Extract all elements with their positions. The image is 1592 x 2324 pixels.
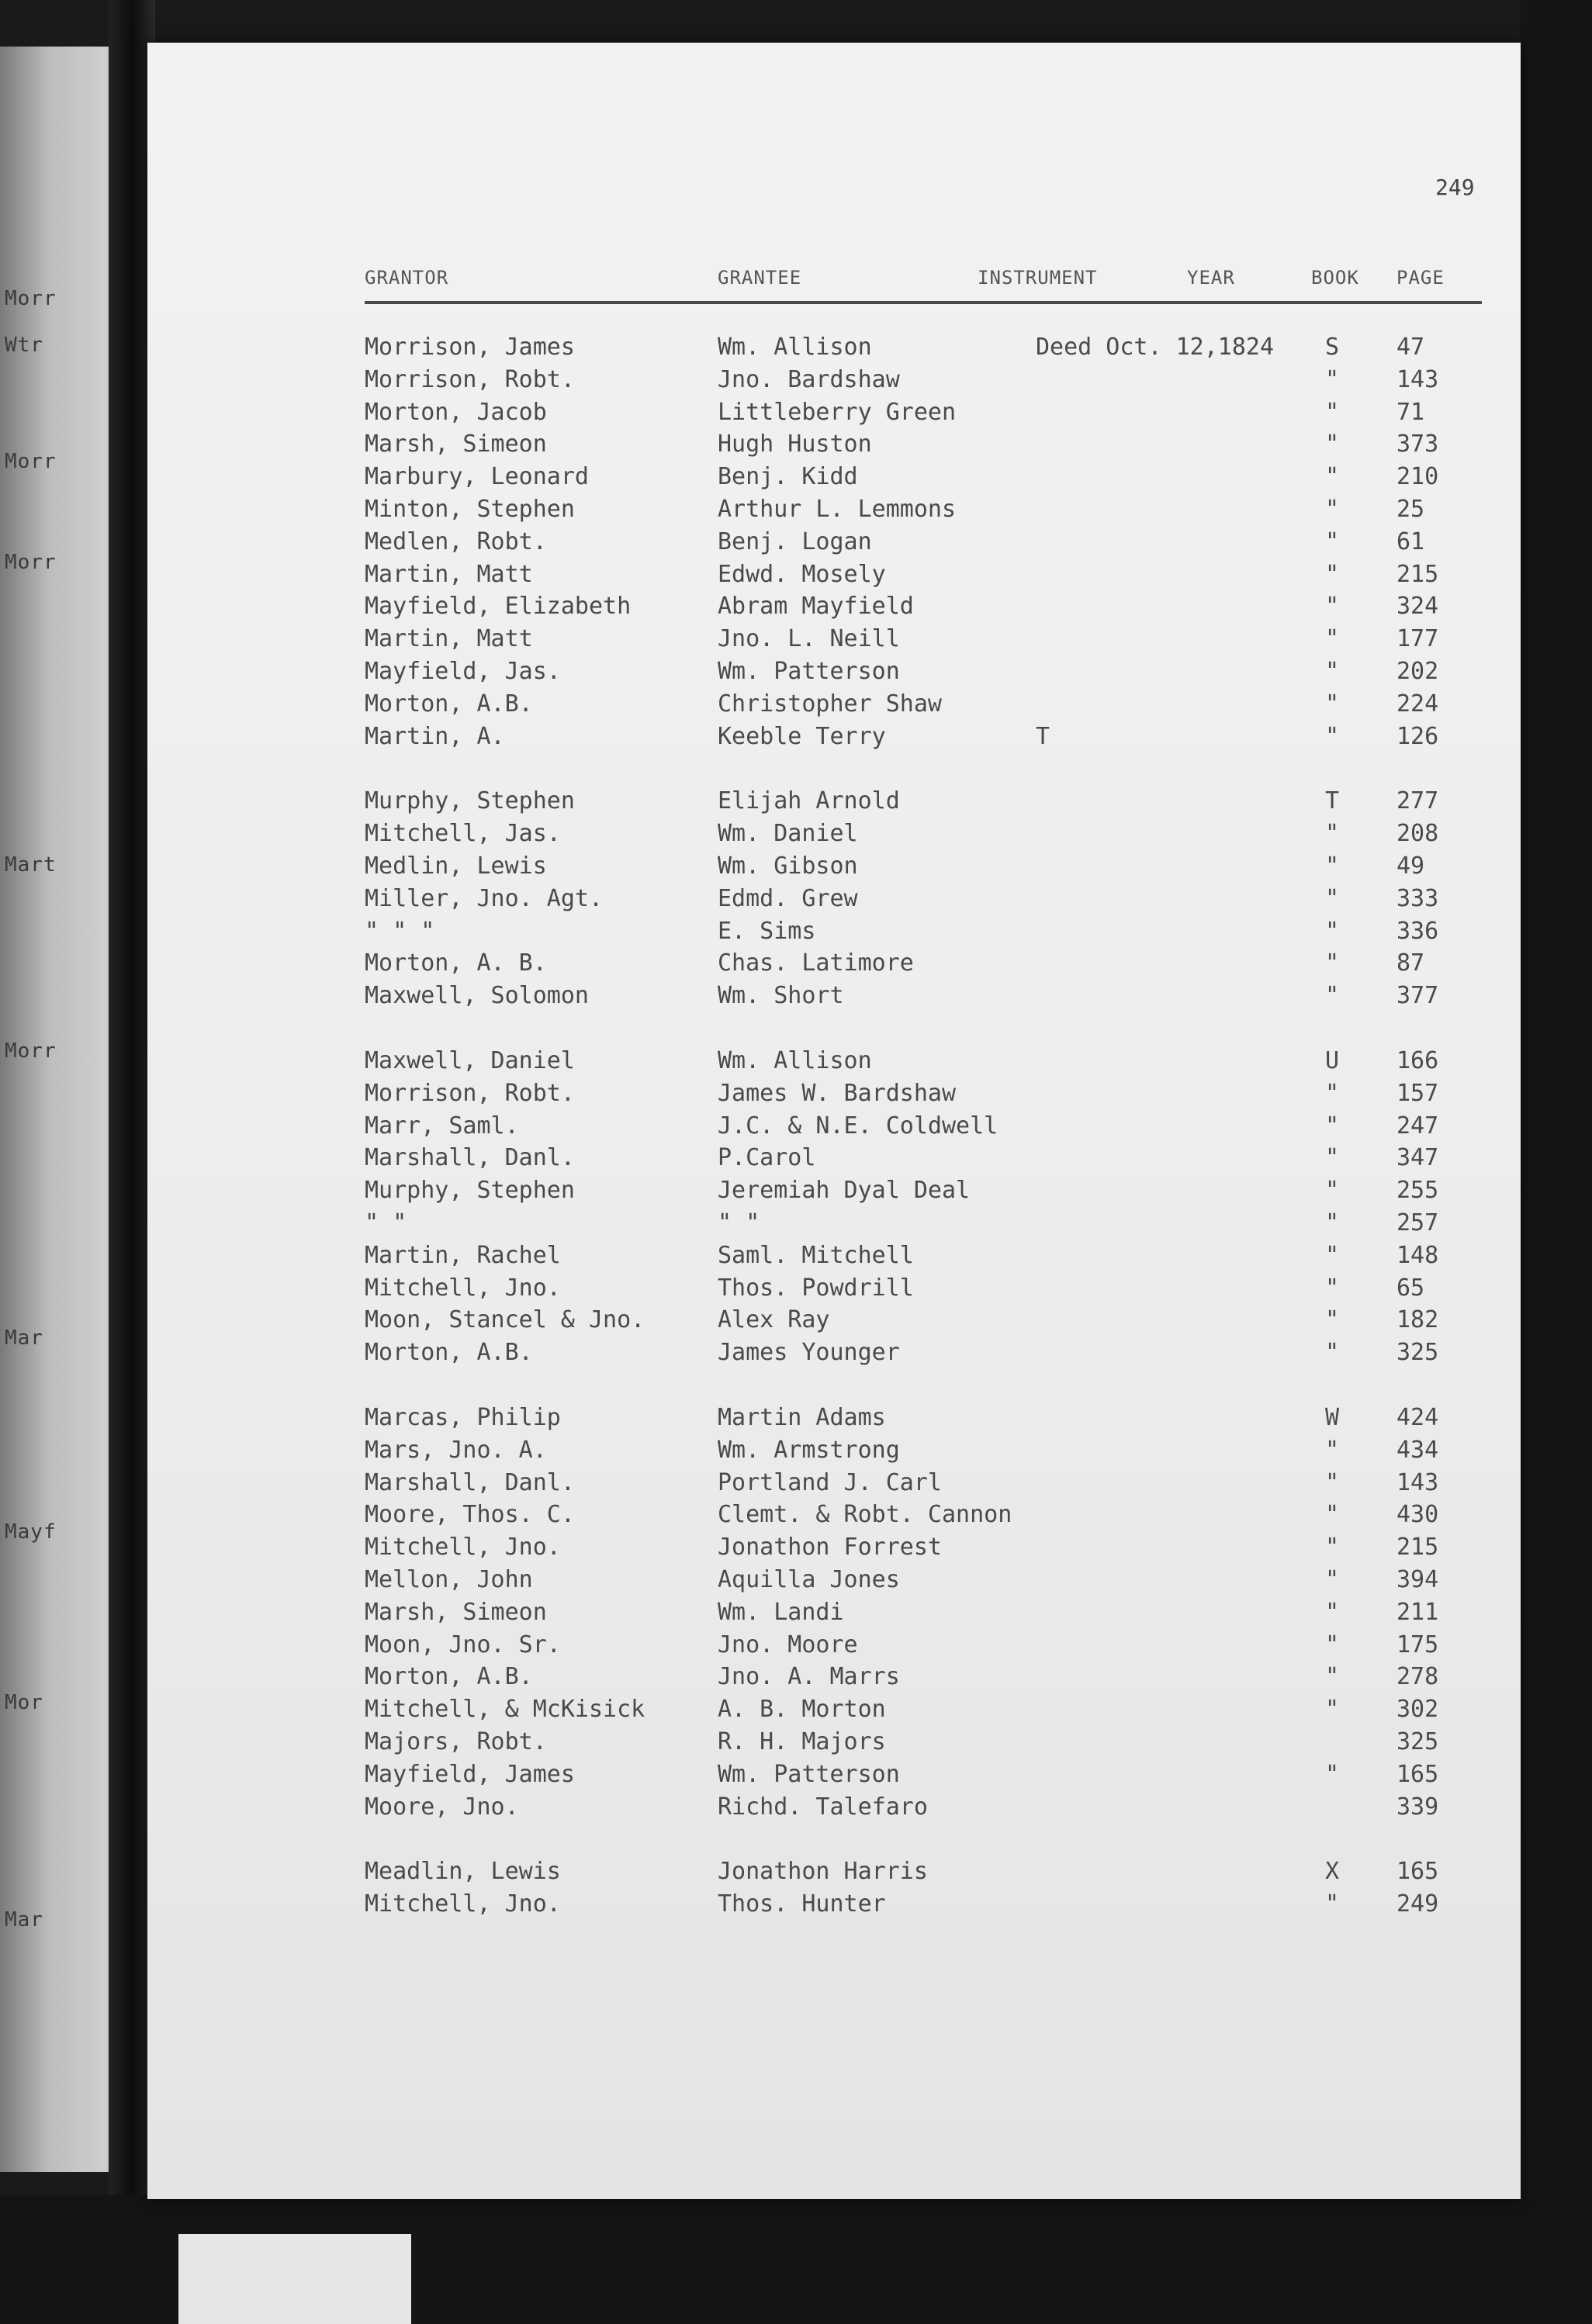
cell-page: 65 (1396, 1274, 1425, 1302)
table-row (365, 1047, 1482, 1078)
background-edge (1521, 0, 1592, 2324)
cell-page: 224 (1396, 690, 1439, 718)
cell-page: 49 (1396, 852, 1425, 880)
cell-grantor: Murphy, Stephen (365, 787, 575, 815)
cell-page: 165 (1396, 1760, 1439, 1788)
header-grantor: GRANTOR (365, 267, 449, 289)
table-row (365, 1501, 1482, 1532)
table-row (365, 1404, 1482, 1435)
page-number: 249 (1435, 175, 1475, 200)
table-row (365, 1696, 1482, 1727)
table-row (365, 1274, 1482, 1306)
adjacent-page (0, 47, 124, 2172)
cell-book: " (1324, 1468, 1340, 1496)
table-row (365, 1599, 1482, 1630)
cell-grantor: Mitchell, & McKisick (365, 1696, 645, 1724)
cell-grantee: Saml. Mitchell (718, 1241, 914, 1269)
cell-page: 182 (1396, 1306, 1439, 1334)
header-instrument: INSTRUMENT (978, 267, 1098, 289)
table-row (365, 1112, 1482, 1143)
cell-grantee: P.Carol (718, 1144, 816, 1172)
table-row (365, 658, 1482, 689)
table-row (365, 1631, 1482, 1662)
cell-page: 255 (1396, 1177, 1439, 1205)
table-row (365, 1306, 1482, 1337)
table-header (365, 264, 1482, 304)
cell-grantee: Abram Mayfield (718, 593, 914, 621)
document-page (147, 43, 1521, 2199)
cell-book: " (1324, 722, 1340, 750)
cell-grantee: Chas. Latimore (718, 949, 914, 977)
cell-grantor: Mayfield, Elizabeth (365, 593, 632, 621)
table-row (365, 1663, 1482, 1694)
cell-grantor: Marr, Saml. (365, 1112, 519, 1140)
cell-grantee: Wm. Armstrong (718, 1436, 900, 1464)
cell-grantee: Wm. Allison (718, 1047, 872, 1074)
table-row (365, 1534, 1482, 1565)
cell-grantor: Medlin, Lewis (365, 852, 547, 880)
cell-book: " (1324, 1339, 1340, 1367)
cell-book: " (1324, 1079, 1340, 1107)
margin-fragment: Wtr (5, 334, 43, 357)
cell-book: " (1324, 463, 1340, 491)
table-row (365, 690, 1482, 721)
cell-grantee: Richd. Talefaro (718, 1793, 928, 1821)
cell-grantee: Wm. Allison (718, 334, 872, 361)
cell-grantee: Jno. A. Marrs (718, 1663, 900, 1691)
cell-page: 324 (1396, 593, 1439, 621)
cell-grantee: James Younger (718, 1339, 900, 1367)
margin-fragment: Morr (5, 1039, 57, 1063)
cell-book: " (1324, 1177, 1340, 1205)
cell-grantee: Keeble Terry (718, 722, 886, 750)
cell-grantor: Mayfield, Jas. (365, 658, 561, 685)
cell-grantee: Portland J. Carl (718, 1468, 942, 1496)
cell-grantor: Murphy, Stephen (365, 1177, 575, 1205)
cell-grantor: Moore, Jno. (365, 1793, 519, 1821)
margin-fragment: Mor (5, 1691, 43, 1714)
table-row (365, 399, 1482, 430)
cell-grantor: Marshall, Danl. (365, 1468, 575, 1496)
header-year: YEAR (1187, 267, 1235, 289)
table-row (365, 1209, 1482, 1240)
cell-grantee: Aquilla Jones (718, 1566, 900, 1593)
table-row (365, 561, 1482, 592)
cell-grantee: A. B. Morton (718, 1696, 886, 1724)
cell-book: " (1324, 917, 1340, 945)
cell-page: 394 (1396, 1566, 1439, 1593)
cell-grantor: Morrison, James (365, 334, 575, 361)
cell-page: 377 (1396, 982, 1439, 1010)
cell-grantor: Meadlin, Lewis (365, 1858, 561, 1886)
cell-grantor: Marsh, Simeon (365, 431, 547, 458)
cell-grantee: Jno. Moore (718, 1631, 858, 1658)
cell-page: 424 (1396, 1404, 1439, 1431)
table-row (365, 496, 1482, 527)
table-row (365, 1890, 1482, 1921)
table-row (365, 1566, 1482, 1597)
cell-grantor: Morrison, Robt. (365, 1079, 575, 1107)
cell-book: " (1324, 1209, 1340, 1236)
cell-page: 143 (1396, 1468, 1439, 1496)
cell-book: " (1324, 982, 1340, 1010)
cell-grantee: Jno. Bardshaw (718, 365, 900, 393)
cell-page: 347 (1396, 1144, 1439, 1172)
cell-page: 165 (1396, 1858, 1439, 1886)
cell-page: 339 (1396, 1793, 1439, 1821)
cell-grantor: Marshall, Danl. (365, 1144, 575, 1172)
table-row (365, 334, 1482, 365)
cell-book: " (1324, 1631, 1340, 1658)
cell-grantee: Jno. L. Neill (718, 625, 900, 653)
cell-grantee: Wm. Short (718, 982, 844, 1010)
cell-page: 373 (1396, 431, 1439, 458)
cell-page: 336 (1396, 917, 1439, 945)
cell-grantee: Wm. Patterson (718, 658, 900, 685)
cell-grantee: E. Sims (718, 917, 816, 945)
margin-fragment: Mayf (5, 1520, 57, 1544)
cell-book: " (1324, 1598, 1340, 1626)
cell-page: 71 (1396, 398, 1425, 426)
cell-grantee: Thos. Powdrill (718, 1274, 914, 1302)
cell-book: X (1324, 1858, 1340, 1886)
cell-grantee: " " (718, 1209, 760, 1236)
cell-grantor: Mitchell, Jno. (365, 1534, 561, 1561)
cell-book: " (1324, 1274, 1340, 1302)
cell-instrument: Deed Oct. 12,1824 (1036, 334, 1275, 361)
header-page: PAGE (1396, 267, 1445, 289)
cell-grantee: Arthur L. Lemmons (718, 496, 957, 523)
cell-book: T (1324, 787, 1340, 815)
table-row (365, 1144, 1482, 1175)
cell-grantor: Martin, A. (365, 722, 505, 750)
cell-grantor: Mayfield, James (365, 1760, 575, 1788)
table-row (365, 1858, 1482, 1889)
cell-book: " (1324, 1306, 1340, 1334)
cell-book: U (1324, 1047, 1340, 1074)
cell-grantor: Mitchell, Jno. (365, 1274, 561, 1302)
cell-page: 211 (1396, 1598, 1439, 1626)
cell-page: 166 (1396, 1047, 1439, 1074)
cell-grantor: Martin, Matt (365, 560, 533, 588)
cell-page: 202 (1396, 658, 1439, 685)
margin-fragment: Mar (5, 1326, 43, 1350)
cell-page: 325 (1396, 1339, 1439, 1367)
cell-book: " (1324, 1890, 1340, 1918)
cell-page: 47 (1396, 334, 1425, 361)
cell-grantor: Medlen, Robt. (365, 527, 547, 555)
cell-grantor: Mitchell, Jno. (365, 1890, 561, 1918)
table-row (365, 1339, 1482, 1370)
cell-grantor: Morton, A.B. (365, 1339, 533, 1367)
table-row (365, 1177, 1482, 1208)
cell-book: " (1324, 1760, 1340, 1788)
cell-page: 257 (1396, 1209, 1439, 1236)
cell-book: " (1324, 820, 1340, 848)
table-row (365, 366, 1482, 397)
cell-book: " (1324, 1696, 1340, 1724)
cell-grantor: Mitchell, Jas. (365, 820, 561, 848)
cell-grantor: Miller, Jno. Agt. (365, 884, 604, 912)
cell-grantee: Jonathon Forrest (718, 1534, 942, 1561)
cell-instrument: T (1036, 722, 1050, 750)
cell-grantor: Martin, Matt (365, 625, 533, 653)
table-row (365, 1080, 1482, 1111)
cell-book: S (1324, 334, 1340, 361)
table-row (365, 852, 1482, 884)
table-row (365, 1728, 1482, 1759)
table-row (365, 1469, 1482, 1500)
table-row (365, 885, 1482, 916)
cell-book: " (1324, 431, 1340, 458)
table-row (365, 949, 1482, 980)
cell-page: 215 (1396, 1534, 1439, 1561)
cell-book: " (1324, 1436, 1340, 1464)
cell-book: W (1324, 1404, 1340, 1431)
cell-grantor: Morton, A.B. (365, 1663, 533, 1691)
cell-grantee: Jeremiah Dyal Deal (718, 1177, 971, 1205)
cell-book: " (1324, 1144, 1340, 1172)
cell-grantee: Benj. Kidd (718, 463, 858, 491)
header-book: BOOK (1311, 267, 1359, 289)
table-row (365, 982, 1482, 1013)
cell-book: " (1324, 852, 1340, 880)
cell-grantee: Martin Adams (718, 1404, 886, 1431)
table-row (365, 723, 1482, 754)
cell-page: 87 (1396, 949, 1425, 977)
margin-fragment: Morr (5, 287, 57, 310)
cell-grantee: Edwd. Mosely (718, 560, 886, 588)
cell-book: " (1324, 593, 1340, 621)
cell-page: 61 (1396, 527, 1425, 555)
cell-grantor: " " (365, 1209, 407, 1236)
table-row (365, 593, 1482, 624)
cell-book: " (1324, 625, 1340, 653)
cell-grantor: " " " (365, 917, 435, 945)
cell-page: 148 (1396, 1241, 1439, 1269)
cell-book: " (1324, 398, 1340, 426)
cell-grantor: Minton, Stephen (365, 496, 575, 523)
table-row (365, 1761, 1482, 1792)
table-row (365, 463, 1482, 494)
table-row (365, 787, 1482, 818)
cell-grantor: Maxwell, Solomon (365, 982, 589, 1010)
cell-grantor: Martin, Rachel (365, 1241, 561, 1269)
cell-grantor: Marbury, Leonard (365, 463, 589, 491)
cell-grantor: Morton, A.B. (365, 690, 533, 718)
table-row (365, 431, 1482, 462)
cell-page: 208 (1396, 820, 1439, 848)
cell-page: 302 (1396, 1696, 1439, 1724)
margin-fragment: Morr (5, 551, 57, 574)
cell-grantee: Wm. Gibson (718, 852, 858, 880)
paper-tag (178, 2234, 411, 2324)
cell-book: " (1324, 527, 1340, 555)
cell-grantee: Edmd. Grew (718, 884, 858, 912)
cell-page: 215 (1396, 560, 1439, 588)
cell-book: " (1324, 690, 1340, 718)
cell-page: 430 (1396, 1501, 1439, 1529)
cell-grantor: Mars, Jno. A. (365, 1436, 547, 1464)
cell-grantee: Wm. Daniel (718, 820, 858, 848)
cell-grantee: Christopher Shaw (718, 690, 942, 718)
cell-page: 434 (1396, 1436, 1439, 1464)
cell-grantee: Littleberry Green (718, 398, 957, 426)
cell-page: 325 (1396, 1728, 1439, 1755)
margin-fragment: Mart (5, 853, 57, 877)
cell-page: 25 (1396, 496, 1425, 523)
cell-book: " (1324, 884, 1340, 912)
cell-page: 249 (1396, 1890, 1439, 1918)
cell-grantee: Thos. Hunter (718, 1890, 886, 1918)
cell-grantor: Morrison, Robt. (365, 365, 575, 393)
cell-page: 175 (1396, 1631, 1439, 1658)
cell-grantor: Marcas, Philip (365, 1404, 561, 1431)
cell-page: 126 (1396, 722, 1439, 750)
margin-fragment: Morr (5, 450, 57, 473)
cell-page: 143 (1396, 365, 1439, 393)
cell-grantor: Majors, Robt. (365, 1728, 547, 1755)
cell-grantee: Alex Ray (718, 1306, 830, 1334)
cell-grantor: Moore, Thos. C. (365, 1501, 575, 1529)
table-row (365, 1793, 1482, 1824)
cell-grantee: Clemt. & Robt. Cannon (718, 1501, 1012, 1529)
cell-page: 247 (1396, 1112, 1439, 1140)
table-row (365, 528, 1482, 559)
cell-book: " (1324, 560, 1340, 588)
cell-page: 157 (1396, 1079, 1439, 1107)
cell-grantee: James W. Bardshaw (718, 1079, 957, 1107)
cell-grantor: Maxwell, Daniel (365, 1047, 575, 1074)
cell-page: 277 (1396, 787, 1439, 815)
cell-grantor: Morton, Jacob (365, 398, 547, 426)
margin-fragment: Mar (5, 1908, 43, 1931)
cell-grantor: Marsh, Simeon (365, 1598, 547, 1626)
cell-page: 177 (1396, 625, 1439, 653)
cell-book: " (1324, 1241, 1340, 1269)
cell-page: 278 (1396, 1663, 1439, 1691)
cell-grantor: Moon, Jno. Sr. (365, 1631, 561, 1658)
cell-grantee: R. H. Majors (718, 1728, 886, 1755)
cell-grantor: Mellon, John (365, 1566, 533, 1593)
table-row (365, 820, 1482, 851)
cell-book: " (1324, 1501, 1340, 1529)
cell-book: " (1324, 658, 1340, 685)
cell-grantor: Morton, A. B. (365, 949, 547, 977)
cell-grantee: Wm. Patterson (718, 1760, 900, 1788)
cell-page: 333 (1396, 884, 1439, 912)
cell-grantee: Elijah Arnold (718, 787, 900, 815)
cell-page: 210 (1396, 463, 1439, 491)
cell-grantee: Benj. Logan (718, 527, 872, 555)
cell-book: " (1324, 496, 1340, 523)
cell-grantee: Hugh Huston (718, 431, 872, 458)
cell-book: " (1324, 1663, 1340, 1691)
cell-book: " (1324, 365, 1340, 393)
cell-book: " (1324, 1534, 1340, 1561)
cell-book: " (1324, 949, 1340, 977)
cell-book: " (1324, 1566, 1340, 1593)
cell-book: " (1324, 1112, 1340, 1140)
cell-grantee: Wm. Landi (718, 1598, 844, 1626)
table-row (365, 625, 1482, 656)
table-row (365, 918, 1482, 949)
cell-grantee: Jonathon Harris (718, 1858, 928, 1886)
table-row (365, 1242, 1482, 1273)
cell-grantor: Moon, Stancel & Jno. (365, 1306, 645, 1334)
header-grantee: GRANTEE (718, 267, 802, 289)
table-row (365, 1437, 1482, 1468)
cell-grantee: J.C. & N.E. Coldwell (718, 1112, 998, 1140)
